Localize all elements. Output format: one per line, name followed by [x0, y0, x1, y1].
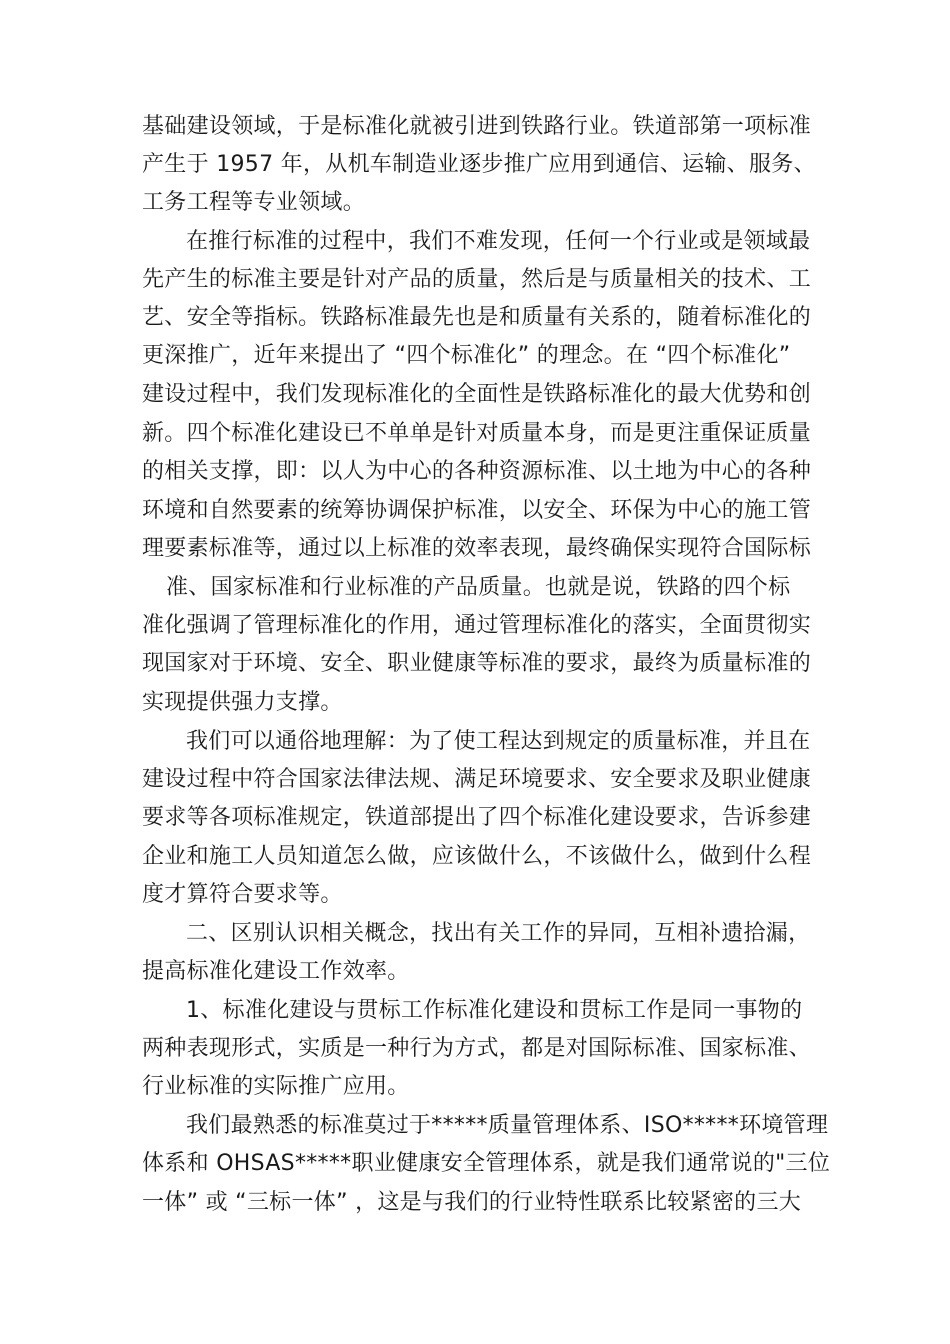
text-line: 要求等各项标准规定，铁道部提出了四个标准化建设要求，告诉参建	[142, 805, 812, 830]
text-line: 准化强调了管理标准化的作用，通过管理标准化的落实，全面贯彻实	[142, 613, 812, 638]
text-line: 理要素标准等，通过以上标准的效率表现，最终确保实现符合国际标	[142, 536, 812, 561]
text-line: 在推行标准的过程中，我们不难发现，任何一个行业或是领域最	[186, 229, 811, 254]
section-heading: 二、区别认识相关概念，找出有关工作的异同，互相补遗拾漏，	[186, 921, 811, 946]
text-line: 两种表现形式，实质是一种行为方式，都是对国际标准、国家标准、	[142, 1036, 812, 1061]
text-line: 1、标准化建设与贯标工作标准化建设和贯标工作是同一事物的	[186, 998, 803, 1023]
text-line: 行业标准的实际推广应用。	[142, 1074, 410, 1099]
text-line: 建设过程中符合国家法律法规、满足环境要求、安全要求及职业健康	[142, 767, 812, 792]
text-line: 度才算符合要求等。	[142, 882, 343, 907]
text-line: 新。四个标准化建设已不单单是针对质量本身，而是更注重保证质量	[142, 421, 812, 446]
text-line: 基础建设领域，于是标准化就被引进到铁路行业。铁道部第一项标准	[142, 114, 812, 139]
text-line: 企业和施工人员知道怎么做，应该做什么，不该做什么，做到什么程	[142, 844, 812, 869]
text-line: 先产生的标准主要是针对产品的质量，然后是与质量相关的技术、工	[142, 267, 812, 292]
text-line: 实现提供强力支撑。	[142, 690, 343, 715]
text-line: 环境和自然要素的统筹协调保护标准，以安全、环保为中心的施工管	[142, 498, 812, 523]
text-line: 我们可以通俗地理解：为了使工程达到规定的质量标准，并且在	[186, 729, 811, 754]
text-line: 的相关支撑，即：以人为中心的各种资源标准、以土地为中心的各种	[142, 459, 812, 484]
text-line: 建设过程中，我们发现标准化的全面性是铁路标准化的最大优势和创	[142, 382, 812, 407]
text-line: 体系和 OHSAS*****职业健康安全管理体系，就是我们通常说的"三位	[142, 1151, 831, 1176]
text-line: 更深推广，近年来提出了 “四个标准化” 的理念。在 “四个标准化”	[142, 343, 791, 368]
text-line: 准、国家标准和行业标准的产品质量。也就是说，铁路的四个标	[166, 575, 791, 600]
text-line: 艺、安全等指标。铁路标准最先也是和质量有关系的，随着标准化的	[142, 305, 812, 330]
section-heading: 提高标准化建设工作效率。	[142, 959, 410, 984]
text-line: 工务工程等专业领域。	[142, 190, 366, 215]
text-line: 一体” 或 “三标一体” ，这是与我们的行业特性联系比较紧密的三大	[142, 1190, 802, 1215]
text-line: 我们最熟悉的标准莫过于*****质量管理体系、ISO*****环境管理	[186, 1113, 829, 1138]
text-line: 现国家对于环境、安全、职业健康等标准的要求，最终为质量标准的	[142, 651, 812, 676]
text-line: 产生于 1957 年，从机车制造业逐步推广应用到通信、运输、服务、	[142, 152, 816, 177]
